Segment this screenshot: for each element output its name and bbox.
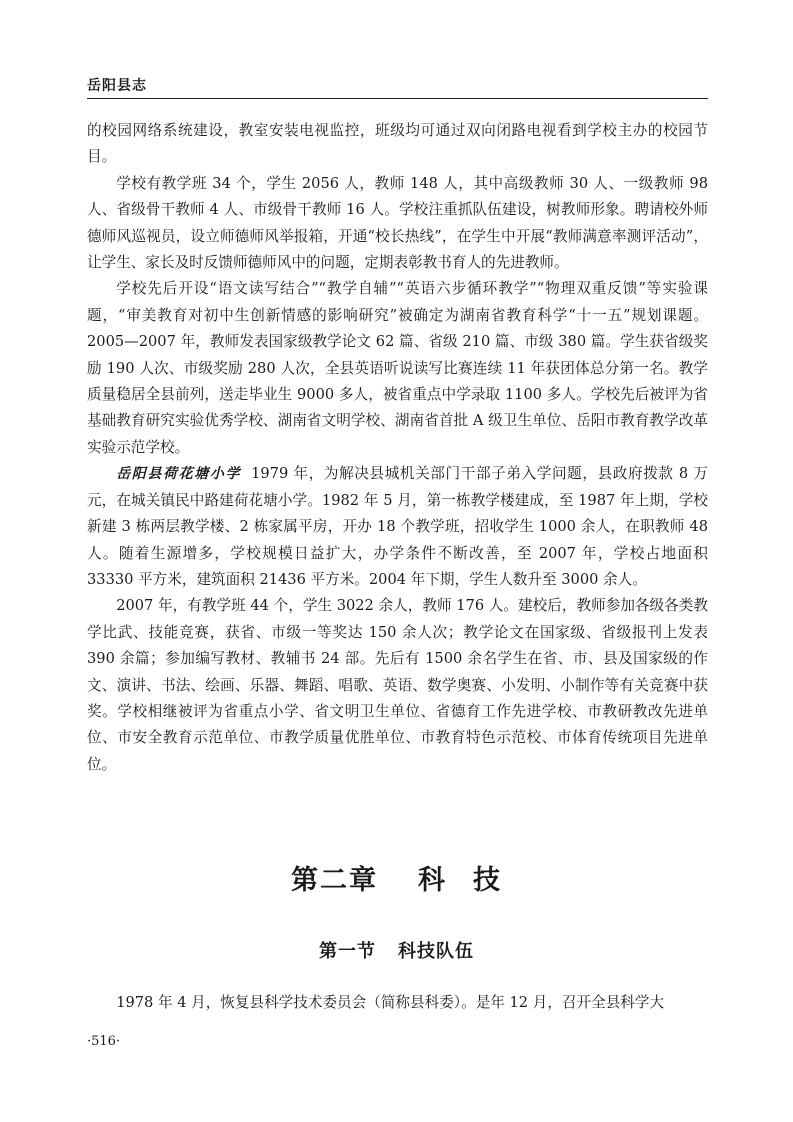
page-header [87,72,708,99]
page-number: ·516· [87,1034,121,1049]
paragraph-5: 2007 年，有教学班 44 个，学生 3022 余人，教师 176 人。建校后，教师参加各级各类教学比武、技能竞赛，获省、市级一等奖达 150 余人次；教学论文在国家级、省级报刊上发表 390 余篇；参加编写教材、教辅书 24 部。先后有 1500 余名学生在省、市、县及国家级的作文、演讲、书法、绘画、乐器、舞蹈、唱歌、英语、数学奥赛、小发明、小制作等有关竞赛中获奖。学校相继被评为省重点小学、省文明卫生单位、省德育工作先进学校、市教研教改先进单位、市安全教育示范单位、市教学质量优胜单位、市教育特色示范校、市体育传统项目先进单位。 [87,597,708,773]
running-head-title: 岳阳县志 [87,78,147,94]
chapter-number: 第二章 [291,865,378,896]
section-title [0,937,793,963]
section-name: 科技队伍 [398,941,474,962]
paragraph-4-text: 1979 年，为解决县城机关部门干部子弟入学问题，县政府拨款 8 万元，在城关镇民中路建荷花塘小学。1982 年 5 月，第一栋教学楼建成，至 1987 年上期，学校新建 3 栋两层教学楼、2 栋家属平房，开办 18 个教学班，招收学生 1000 余人，在职教师 48 人。随着生源增多，学校规模日益扩大，办学条件不断改善，至 2007 年，学校占地面积 33330 平方米，建筑面积 21436 平方米。2004 年下期，学生人数升至 3000 余人。 [87,465,708,588]
paragraph-6: 1978 年 4 月，恢复县科学技术委员会（简称县科委）。是年 12 月，召开全县科学大 [116,994,665,1011]
section-number: 第一节 [319,941,376,962]
paragraph-4 [87,461,708,593]
paragraph-2: 学校有教学班 34 个，学生 2056 人，教师 148 人，其中高级教师 30 人、一级教师 98 人、省级骨干教师 4 人、市级骨干教师 16 人。学校注重抓队伍建设，树教师形象。聘请校外师德师风巡视员，设立师德师风举报箱，开通“校长热线”，在学生中开展“教师满意率测评活动”，让学生、家长及时反馈师德师风中的问题，定期表彰教书育人的先进教师。 [87,174,708,272]
chapter-name-2: 技 [473,865,502,896]
chapter-name-1: 科 [418,865,447,896]
school-name: 岳阳县荷花塘小学 [116,466,242,483]
chapter-title [0,858,793,897]
section-body [87,990,708,1016]
body-text [87,118,708,778]
paragraph-3: 学校先后开设“语文读写结合”“教学自辅”“英语六步循环教学”“物理双重反馈”等实验课题，“审美教育对初中生创新情感的影响研究”被确定为湖南省教育科学“十一五”规划课题。2005—2007 年，教师发表国家级教学论文 62 篇、省级 210 篇、市级 380 篇。学生获省级奖励 190 人次、市级奖励 280 人次，全县英语听说读写比赛连续 11 年获团体总分第一名。教学质量稳居全县前列，送走毕业生 9000 多人，被省重点中学录取 1100 多人。学校先后被评为省基础教育研究实验优秀学校、湖南省文明学校、湖南省首批 A 级卫生单位、岳阳市教育教学改革实验示范学校。 [87,280,708,456]
paragraph-1: 的校园网络系统建设，教室安装电视监控，班级均可通过双向闭路电视看到学校主办的校园节目。 [87,122,708,166]
